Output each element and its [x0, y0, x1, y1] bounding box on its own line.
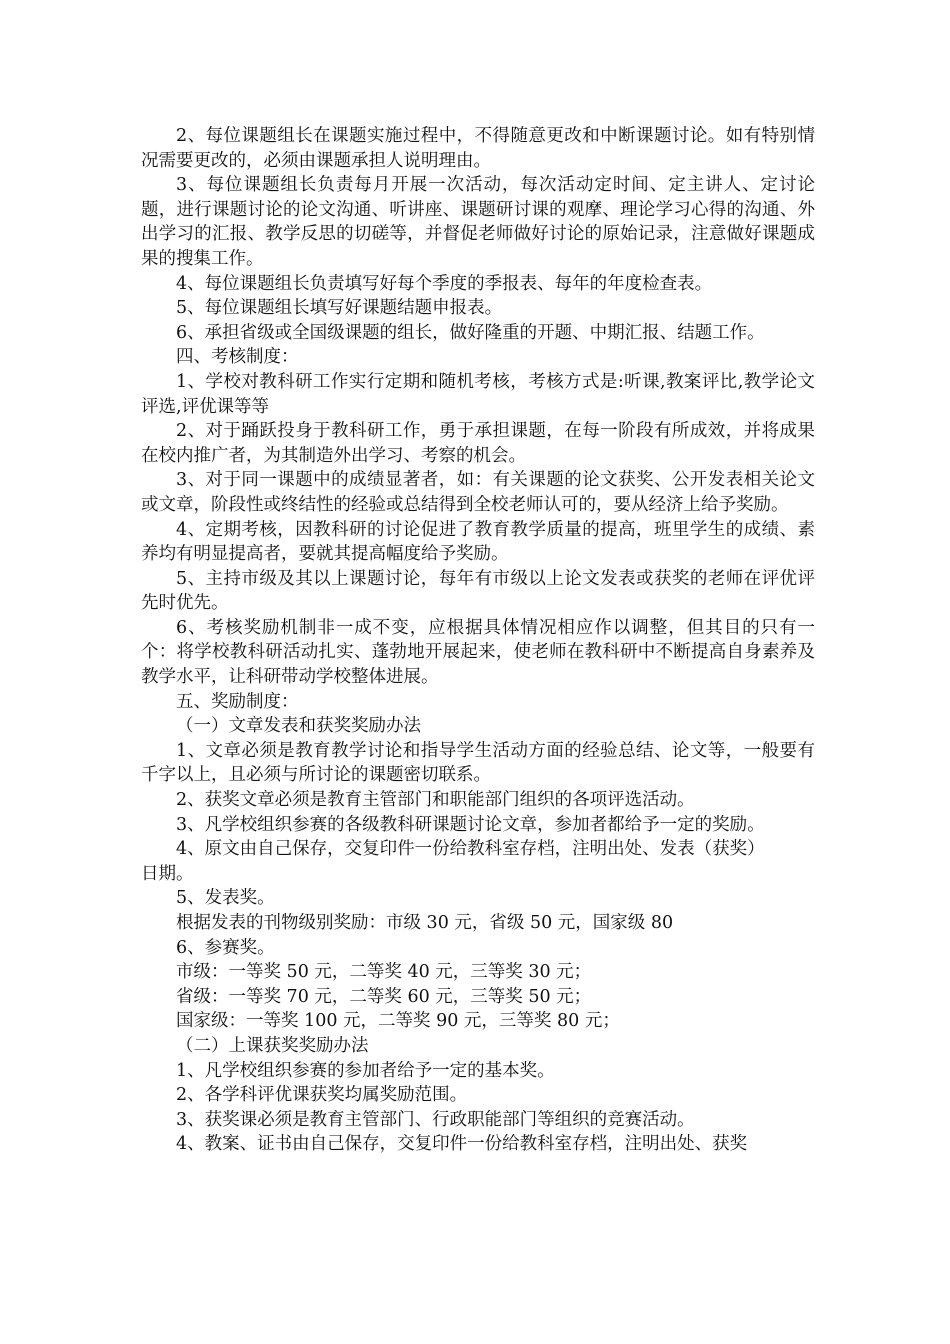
paragraph: 4、原文由自己保存，交复印件一份给教科室存档，注明出处、发表（获奖）	[176, 839, 765, 860]
paragraph: 1、凡学校组织参赛的参加者给予一定的基本奖。	[176, 1060, 555, 1081]
paragraph: 3、对于同一课题中的成绩显著者，如：有关课题的论文获奖、公开发表相关论文或文章，阶段性或终结性的经验或总结得到全校老师认可的，要从经济上给予奖励。	[141, 470, 815, 515]
paragraph: 2、各学科评优课获奖均属奖励范围。	[176, 1085, 468, 1106]
paragraph: 2、对于踊跃投身于教科研工作，勇于承担课题，在每一阶段有所成效，并将成果在校内推广者，为其制造外出学习、考察的机会。	[141, 421, 815, 466]
paragraph: 6、承担省级或全国级课题的组长，做好隆重的开题、中期汇报、结题工作。	[176, 322, 765, 343]
paragraph: 根据发表的刊物级别奖励：市级 30 元，省级 50 元，国家级 80	[176, 913, 674, 933]
paragraph: 日期。	[141, 863, 194, 884]
paragraph: 3、每位课题组长负责每月开展一次活动，每次活动定时间、定主讲人、定讨论题，进行课题讨论的论文沟通、听讲座、课题研讨课的观摩、理论学习心得的沟通、外出学习的汇报、教学反思的切磋等，并督促老师做好讨论的原始记录，注意做好课题成果的搜集工作。	[141, 175, 815, 269]
paragraph: 3、凡学校组织参赛的各级教科研课题讨论文章，参加者都给予一定的奖励。	[176, 814, 765, 835]
paragraph: 1、学校对教科研工作实行定期和随机考核，考核方式是:听课,教案评比,教学论文评选,评优课等等	[141, 371, 815, 417]
paragraph: 5、发表奖。	[176, 888, 275, 909]
paragraph: 4、每位课题组长负责填写好每个季度的季报表、每年的年度检查表。	[176, 273, 713, 294]
paragraph: 5、主持市级及其以上课题讨论，每年有市级以上论文发表或获奖的老师在评优评先时优先。	[141, 568, 815, 614]
paragraph: 5、每位课题组长填写好课题结题申报表。	[176, 298, 503, 319]
paragraph: 4、教案、证书由自己保存，交复印件一份给教科室存档，注明出处、获奖	[176, 1134, 748, 1155]
paragraph: 4、定期考核，因教科研的讨论促进了教育教学质量的提高，班里学生的成绩、素养均有明显提高者，要就其提高幅度给予奖励。	[141, 519, 815, 565]
subsection-heading: （二）上课获奖奖励办法	[176, 1035, 369, 1056]
paragraph: 2、获奖文章必须是教育主管部门和职能部门组织的各项评选活动。	[176, 790, 695, 811]
document-body	[141, 124, 815, 1157]
section-heading: 五、奖励制度：	[176, 691, 299, 712]
paragraph: 1、文章必须是教育教学讨论和指导学生活动方面的经验总结、论文等，一般要有千字以上，且必须与所讨论的课题密切联系。	[141, 740, 815, 786]
paragraph: 国家级：一等奖 100 元，二等奖 90 元，三等奖 80 元；	[176, 1011, 620, 1032]
paragraph: 6、参赛奖。	[176, 937, 275, 958]
subsection-heading: （一）文章发表和获奖奖励办法	[176, 716, 421, 737]
paragraph: 2、每位课题组长在课题实施过程中，不得随意更改和中断课题讨论。如有特别情况需要更改的，必须由课题承担人说明理由。	[141, 126, 815, 171]
section-heading: 四、考核制度：	[176, 347, 299, 368]
paragraph: 市级：一等奖 50 元，二等奖 40 元，三等奖 30 元；	[176, 962, 592, 983]
paragraph: 省级：一等奖 70 元，二等奖 60 元，三等奖 50 元；	[176, 986, 592, 1007]
paragraph: 6、考核奖励机制非一成不变，应根据具体情况相应作以调整，但其目的只有一个：将学校教科研活动扎实、蓬勃地开展起来，使老师在教科研中不断提高自身素养及教学水平，让科研带动学校整体进展。	[141, 617, 815, 688]
paragraph: 3、获奖课必须是教育主管部门、行政职能部门等组织的竞赛活动。	[176, 1109, 695, 1130]
